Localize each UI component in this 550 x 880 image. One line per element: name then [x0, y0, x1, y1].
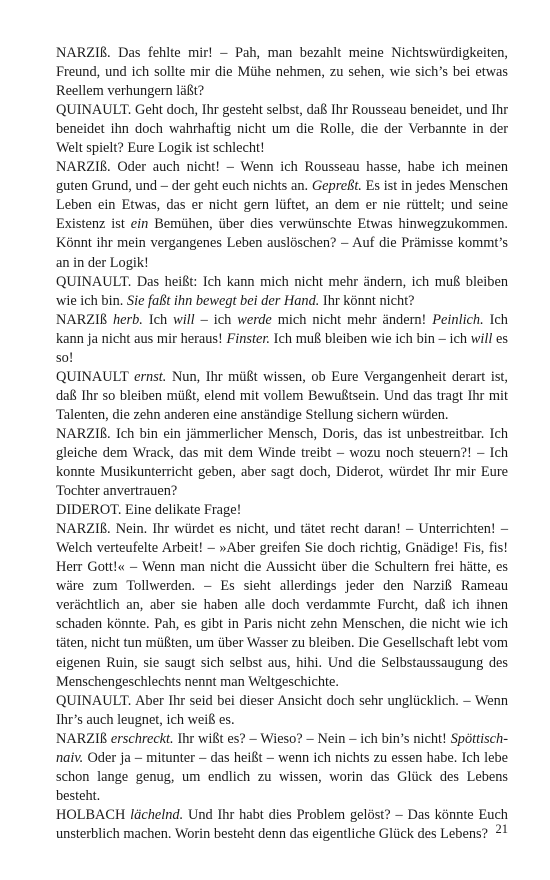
dialogue-paragraph	[56, 44, 508, 101]
stage-direction: will	[173, 311, 195, 328]
dialogue-paragraph	[56, 158, 508, 272]
dialogue-text: HOLBACH	[56, 806, 131, 823]
dialogue-text: NARZIß. Das fehlte mir! – Pah, man bezahlt meine Nichtswürdigkeiten, Freund, und ich sollte mir die Mühe nehmen, zu sehen, wie sich’s bei etwas Reellem verhungern läßt?	[56, 45, 508, 100]
dialogue-text: Ihr könnt nicht?	[319, 292, 415, 309]
stage-direction: erschreckt.	[110, 730, 174, 747]
dialogue-text: mich nicht mehr ändern!	[271, 311, 433, 328]
dialogue-paragraph	[56, 368, 508, 425]
stage-direction: will	[470, 330, 493, 347]
dialogue-text: Bemühen, über dies verwünschte Etwas hinwegzukommen. Könnt ihr mein vergangenes Leben auslöschen? – Auf die Prämisse kommt’s an in der Logik!	[56, 216, 508, 271]
stage-direction: Spöttisch-naiv.	[56, 730, 508, 766]
stage-direction: ein	[130, 216, 149, 233]
dialogue-text: Nun, Ihr müßt wissen, ob Eure Vergangenheit derart ist, daß Ihr so bleiben müßt, elend mit vollem Bewußtsein. Und das tragt Ihr mit Talenten, die zehn anderen eine anständige Stellung sichern würden.	[56, 368, 508, 423]
dialogue-text: QUINAULT. Geht doch, Ihr gesteht selbst, daß Ihr Rousseau beneidet, und Ihr beneidet ihn doch wahrhaftig nicht um die Rolle, die der Verbannte in der Welt spielt? Eure Logik ist schlecht!	[56, 102, 508, 157]
dialogue-text: Ich muß bleiben wie ich bin – ich	[269, 330, 471, 347]
dialogue-paragraph	[56, 425, 508, 501]
dialogue-text: es so!	[56, 330, 508, 366]
dialogue-text: Ihr wißt es? – Wieso? – Nein – ich bin’s nicht!	[173, 730, 451, 747]
stage-direction: ernst.	[134, 368, 167, 385]
stage-direction: werde	[237, 311, 272, 328]
stage-direction: lächelnd.	[130, 806, 184, 823]
stage-direction: Sie faßt ihn bewegt bei der Hand.	[126, 292, 320, 309]
dialogue-text: Ich kann ja nicht aus mir heraus!	[56, 311, 508, 347]
dialogue-text: QUINAULT. Aber Ihr seid bei dieser Ansicht doch sehr unglücklich. – Wenn Ihr’s auch leugnet, ich weiß es.	[56, 692, 508, 728]
dialogue-text: – ich	[194, 311, 238, 328]
dialogue-text: Und Ihr habt dies Problem gelöst? – Das könnte Euch unsterblich machen. Worin besteht denn das eigentliche Glück des Lebens?	[56, 806, 508, 842]
dialogue-paragraph	[56, 806, 508, 844]
dialogue-text: NARZIß	[56, 730, 111, 747]
stage-direction: Peinlich.	[432, 311, 484, 328]
dialogue-text: Oder ja – mitunter – das heißt – wenn ich nichts zu essen habe. Ich lebe schon lange genug, um endlich zu wissen, worin das Glück des Lebens besteht.	[56, 749, 508, 804]
dialogue-text: QUINAULT. Das heißt: Ich kann mich nicht mehr ändern, ich muß bleiben wie ich bin.	[56, 273, 508, 309]
dialogue-text: NARZIß. Ich bin ein jämmerlicher Mensch, Doris, das ist unbestreitbar. Ich gleiche dem Wrack, das mit dem Winde treibt – wozu noch steuern?! – Ich konnte Musikunterricht geben, aber sagt doch, Diderot, würdet Ihr mir Eure Tochter anvertrauen?	[56, 425, 508, 500]
dialogue-paragraph	[56, 520, 508, 691]
dialogue-text: Es ist in jedes Menschen Leben ein Etwas, das er nicht gern lüftet, an dem er nie rüttelt; und seine Existenz ist	[56, 178, 509, 233]
stage-direction: herb.	[112, 311, 143, 328]
dialogue-text: QUINAULT	[56, 368, 135, 385]
dialogue-paragraph	[56, 273, 508, 311]
dialogue-text: NARZIß. Oder auch nicht! – Wenn ich Rousseau hasse, habe ich meinen guten Grund, und – der geht euch nichts an.	[56, 159, 508, 195]
dialogue-paragraph	[56, 101, 508, 158]
stage-direction: Gepreßt.	[311, 178, 362, 195]
dialogue-text: NARZIß. Nein. Ihr würdet es nicht, und tätet recht daran! – Unterrichten! – Welch verteufelte Arbeit! – »Aber greifen Sie doch richtig, Gnädige! Fis, fis! Herr Gott!« – Wenn man nicht die Aussicht über die Schultern frei hätte, es wäre zum Tollwerden. – Es sieht allerdings jeder den Narziß Rameau verächtlich an, aber sie haben alle doch verdammte Furcht, daß ich ihnen schaden könnte. Pah, es gibt in Paris nicht zehn Menschen, die nicht wie ich täten, nicht tun müßten, um über Wasser zu bleiben. Die Gesellschaft lebt vom eigenen Ruin, sie saugt sich selbst aus, hihi. Und die Selbstaussaugung des Menschengeschlechts nennt man Weltgeschichte.	[56, 521, 508, 690]
page-number: 21	[495, 822, 508, 836]
dialogue-paragraph	[56, 692, 508, 730]
dialogue-paragraph	[56, 311, 508, 368]
dialogue-text: Ich	[142, 311, 174, 328]
dialogue-text: NARZIß	[56, 311, 113, 328]
dialogue-paragraph	[56, 730, 508, 806]
stage-direction: Finster.	[226, 330, 270, 347]
body-text	[56, 44, 508, 844]
dialogue-text: DIDEROT. Eine delikate Frage!	[56, 502, 242, 519]
dialogue-paragraph	[56, 501, 508, 520]
